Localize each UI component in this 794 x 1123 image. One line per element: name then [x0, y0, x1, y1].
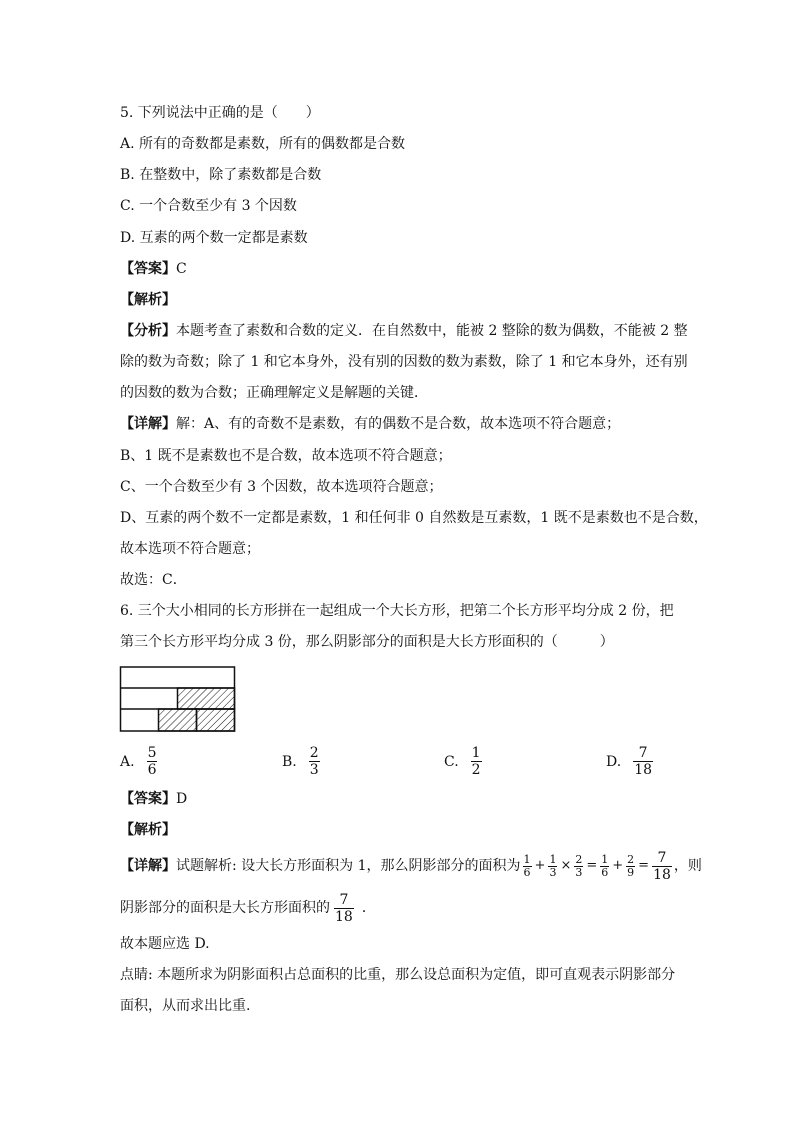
xiangjie-label: 【详解】: [120, 858, 176, 874]
q5-option-b: B. 在整数中，除了素数都是合数: [120, 167, 322, 183]
formula-operator: =: [638, 858, 650, 873]
option-letter: D.: [606, 753, 622, 770]
shaded-third-rect-2: [197, 709, 235, 731]
formula-fraction: $\frac{1}{3}$: [549, 852, 557, 879]
option-letter: C.: [444, 753, 459, 770]
q6-xiangjie-line-2: [120, 888, 376, 928]
q6-option-d: [606, 745, 655, 778]
q5-answer: [120, 259, 187, 279]
q6-stem-line-1: 6. 三个大小相同的长方形拼在一起组成一个大长方形，把第二个长方形平均分成 2 份，把: [120, 603, 674, 619]
q5-option-a: A. 所有的奇数都是素数，所有的偶数都是合数: [120, 136, 406, 152]
q5-fenxi-line-3: 的因数的数为合数；正确理解定义是解题的关键．: [120, 385, 428, 401]
fenxi-text: 本题考查了素数和合数的定义．在自然数中，能被 2 整除的数为偶数，不能被 2 整: [176, 323, 688, 339]
q5-conclusion: 故选：C．: [120, 572, 187, 588]
q5-stem: 5. 下列说法中正确的是（ ）: [120, 105, 320, 121]
q5-option-d: D. 互素的两个数一定都是素数: [120, 230, 308, 246]
formula-operator: +: [534, 858, 546, 873]
q5-fenxi-line-2: 除的数为奇数；除了 1 和它本身外，没有别的因数的数为素数，除了 1 和它本身外，还有别: [120, 354, 688, 370]
answer-value: C: [176, 261, 187, 277]
q6-option-a: [120, 745, 159, 778]
q6-option-b: [282, 745, 322, 778]
q6-stem-line-2: 第三个长方形平均分成 3 份，那么阴影部分的面积是大长方形面积的（ ）: [120, 634, 614, 650]
formula-fraction: $\frac{2}{3}$: [575, 852, 583, 879]
shaded-half-rect: [178, 688, 235, 709]
q6-conclusion: 故本题应选 D.: [120, 936, 210, 952]
xiangjie-text: 解：A、有的奇数不是素数，有的偶数不是合数，故本选项不符合题意；: [176, 416, 621, 432]
rectangle-figure: [118, 664, 238, 734]
q6-dianjing-line-1: 点睛: 本题所求为阴影面积占总面积的比重，那么设总面积为定值，即可直观表示阴影部分: [120, 967, 676, 983]
formula-fraction: $\frac{7}{18}$: [653, 849, 671, 883]
option-fraction: $\frac{7}{18}$: [634, 745, 653, 778]
option-letter: A.: [120, 753, 135, 770]
option-fraction: $\frac{2}{3}$: [309, 745, 319, 778]
formula-operator: =: [586, 858, 598, 873]
formula-fraction: $\frac{2}{9}$: [627, 852, 635, 879]
xiangjie-text: 试题解析: 设大长方形面积为 1，那么阴影部分的面积为: [176, 858, 521, 874]
q6-analysis-label: 【解析】: [120, 822, 176, 838]
result-tail: ．: [361, 900, 376, 916]
q5-option-c: C. 一个合数至少有 3 个因数: [120, 198, 297, 214]
shaded-third-rect-1: [159, 709, 197, 731]
result-fraction: $\frac{7}{18}$: [335, 891, 353, 925]
xiangjie-tail: ，则: [673, 858, 702, 874]
formula-operator: ×: [560, 858, 572, 873]
option-fraction: $\frac{1}{2}$: [471, 745, 481, 778]
answer-label: 【答案】: [120, 261, 176, 277]
option-letter: B.: [282, 753, 297, 770]
answer-label: 【答案】: [120, 791, 176, 807]
q6-option-c: [444, 745, 484, 778]
q5-xiangjie-line-3: C、一个合数至少有 3 个因数，故本选项符合题意；: [120, 479, 443, 495]
formula-operator: +: [612, 858, 624, 873]
q6-answer: [120, 789, 187, 809]
q5-fenxi-line-1: [120, 321, 688, 341]
fenxi-label: 【分析】: [120, 323, 176, 339]
q5-xiangjie-line-1: [120, 414, 620, 434]
q5-xiangjie-line-4: D、互素的两个数不一定都是素数，1 和任何非 0 自然数是互素数，1 既不是素数也不是合数，: [120, 510, 708, 526]
q5-xiangjie-line-2: B、1 既不是素数也不是合数，故本选项不符合题意；: [120, 448, 452, 464]
xiangjie-text-2: 阴影部分的面积是大长方形面积的: [120, 900, 330, 916]
q6-dianjing-line-2: 面积，从而求出比重.: [120, 998, 251, 1014]
formula-fraction: $\frac{1}{6}$: [523, 852, 531, 879]
formula-fraction: $\frac{1}{6}$: [601, 852, 609, 879]
option-fraction: $\frac{5}{6}$: [147, 745, 157, 778]
xiangjie-label: 【详解】: [120, 416, 176, 432]
answer-value: D: [176, 791, 188, 807]
q5-xiangjie-line-5: 故本选项不符合题意；: [120, 541, 260, 557]
q5-analysis-label: 【解析】: [120, 292, 176, 308]
q6-xiangjie-line-1: [120, 848, 702, 884]
